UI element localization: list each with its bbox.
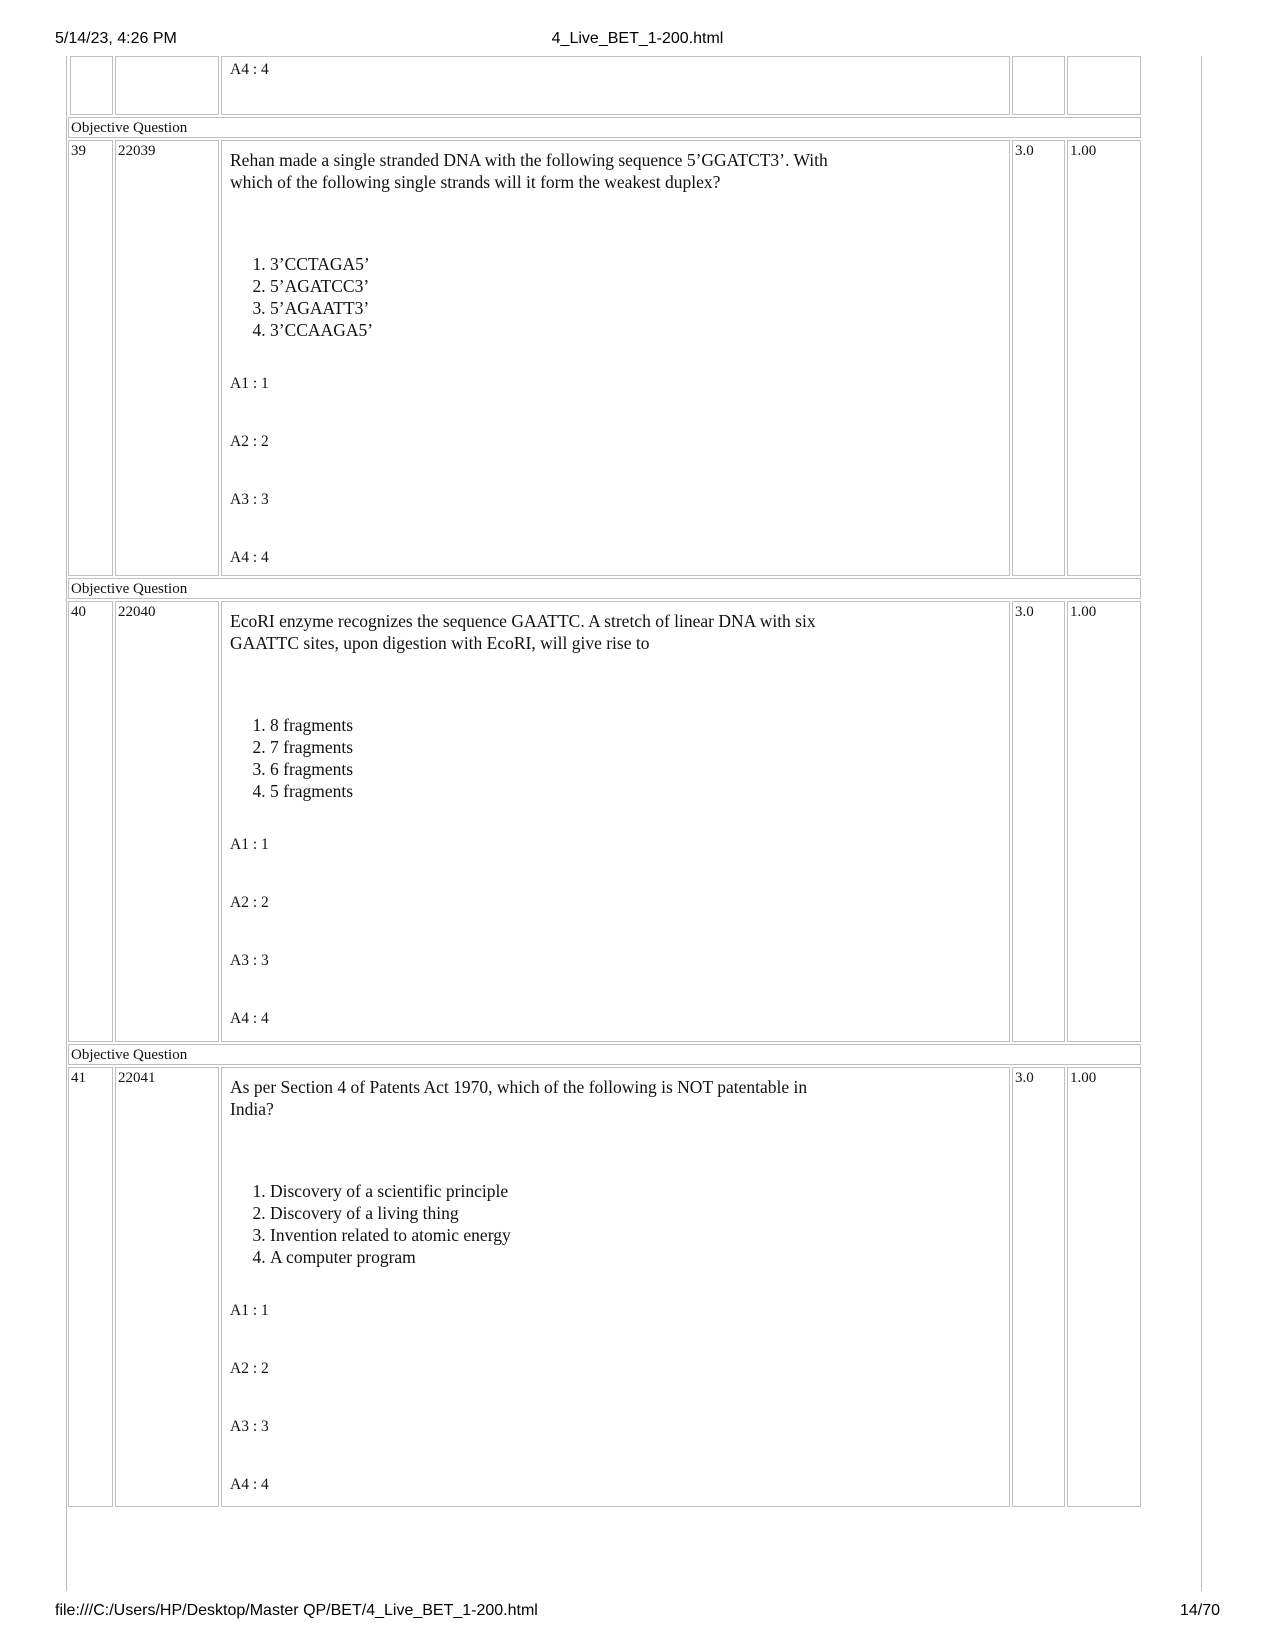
- answer-key-1: A1 : 1: [230, 836, 269, 853]
- question-id: 22041: [115, 1067, 219, 1507]
- option-item: 1. 3’CCTAGA5’: [270, 253, 1009, 275]
- option-list: [230, 714, 1009, 802]
- question-type-label: Objective Question: [68, 117, 1141, 138]
- option-item: 3. 6 fragments: [270, 758, 1009, 780]
- question-body: [221, 140, 1010, 576]
- question-type-label: Objective Question: [68, 578, 1141, 599]
- answer-key-3: A3 : 3: [230, 1418, 269, 1435]
- marks-value: 3.0: [1012, 601, 1065, 1042]
- question-text: Rehan made a single stranded DNA with the following sequence 5’GGATCT3’. With which of the following single strands will it form the weakest duplex?: [230, 150, 828, 192]
- option-item: 3. 5’AGAATT3’: [270, 297, 1009, 319]
- answer-key-4: A4 : 4: [230, 549, 269, 566]
- answer-key-2: A2 : 2: [230, 433, 269, 450]
- marks-value: 3.0: [1012, 1067, 1065, 1507]
- question-text: As per Section 4 of Patents Act 1970, which of the following is NOT patentable in India?: [230, 1077, 808, 1119]
- answer-key-2: A2 : 2: [230, 894, 269, 911]
- answer-key-4: A4 : 4: [230, 1010, 269, 1027]
- print-datetime: 5/14/23, 4:26 PM: [55, 30, 177, 47]
- answer-key-2: A2 : 2: [230, 1360, 269, 1377]
- option-list: [230, 253, 1009, 341]
- prev-answer-4: A4 : 4: [230, 61, 269, 78]
- answer-key-3: A3 : 3: [230, 491, 269, 508]
- document-title: 4_Live_BET_1-200.html: [551, 30, 724, 47]
- option-item: 4. 3’CCAAGA5’: [270, 319, 1009, 341]
- question-id: 22040: [115, 601, 219, 1042]
- question-number: 40: [68, 601, 113, 1042]
- question-number: 39: [68, 140, 113, 576]
- question-type-label: Objective Question: [68, 1044, 1141, 1065]
- option-list: [230, 1180, 1009, 1268]
- question-id: 22039: [115, 140, 219, 576]
- prev-number-cell: [70, 56, 113, 115]
- negative-marks-value: 1.00: [1067, 601, 1141, 1042]
- option-item: 3. Invention related to atomic energy: [270, 1224, 1009, 1246]
- question-text: EcoRI enzyme recognizes the sequence GAATTC. A stretch of linear DNA with six GAATTC sites, upon digestion with EcoRI, will give rise to: [230, 611, 816, 653]
- prev-question-cell: [221, 56, 1010, 115]
- option-item: 4. 5 fragments: [270, 780, 1009, 802]
- prev-marks-cell: [1012, 56, 1065, 115]
- question-body: [221, 601, 1010, 1042]
- option-item: 1. Discovery of a scientific principle: [270, 1180, 1009, 1202]
- option-item: 4. A computer program: [270, 1246, 1009, 1268]
- answer-key-3: A3 : 3: [230, 952, 269, 969]
- answer-key-1: A1 : 1: [230, 375, 269, 392]
- file-path: file:///C:/Users/HP/Desktop/Master QP/BET/4_Live_BET_1-200.html: [55, 1602, 538, 1619]
- prev-id-cell: [115, 56, 219, 115]
- prev-negative-cell: [1067, 56, 1141, 115]
- answer-key-4: A4 : 4: [230, 1476, 269, 1493]
- option-item: 2. 5’AGATCC3’: [270, 275, 1009, 297]
- negative-marks-value: 1.00: [1067, 140, 1141, 576]
- question-body: [221, 1067, 1010, 1507]
- option-item: 1. 8 fragments: [270, 714, 1009, 736]
- marks-value: 3.0: [1012, 140, 1065, 576]
- page-number: 14/70: [1179, 1602, 1220, 1619]
- negative-marks-value: 1.00: [1067, 1067, 1141, 1507]
- question-number: 41: [68, 1067, 113, 1507]
- option-item: 2. 7 fragments: [270, 736, 1009, 758]
- answer-key-1: A1 : 1: [230, 1302, 269, 1319]
- option-item: 2. Discovery of a living thing: [270, 1202, 1009, 1224]
